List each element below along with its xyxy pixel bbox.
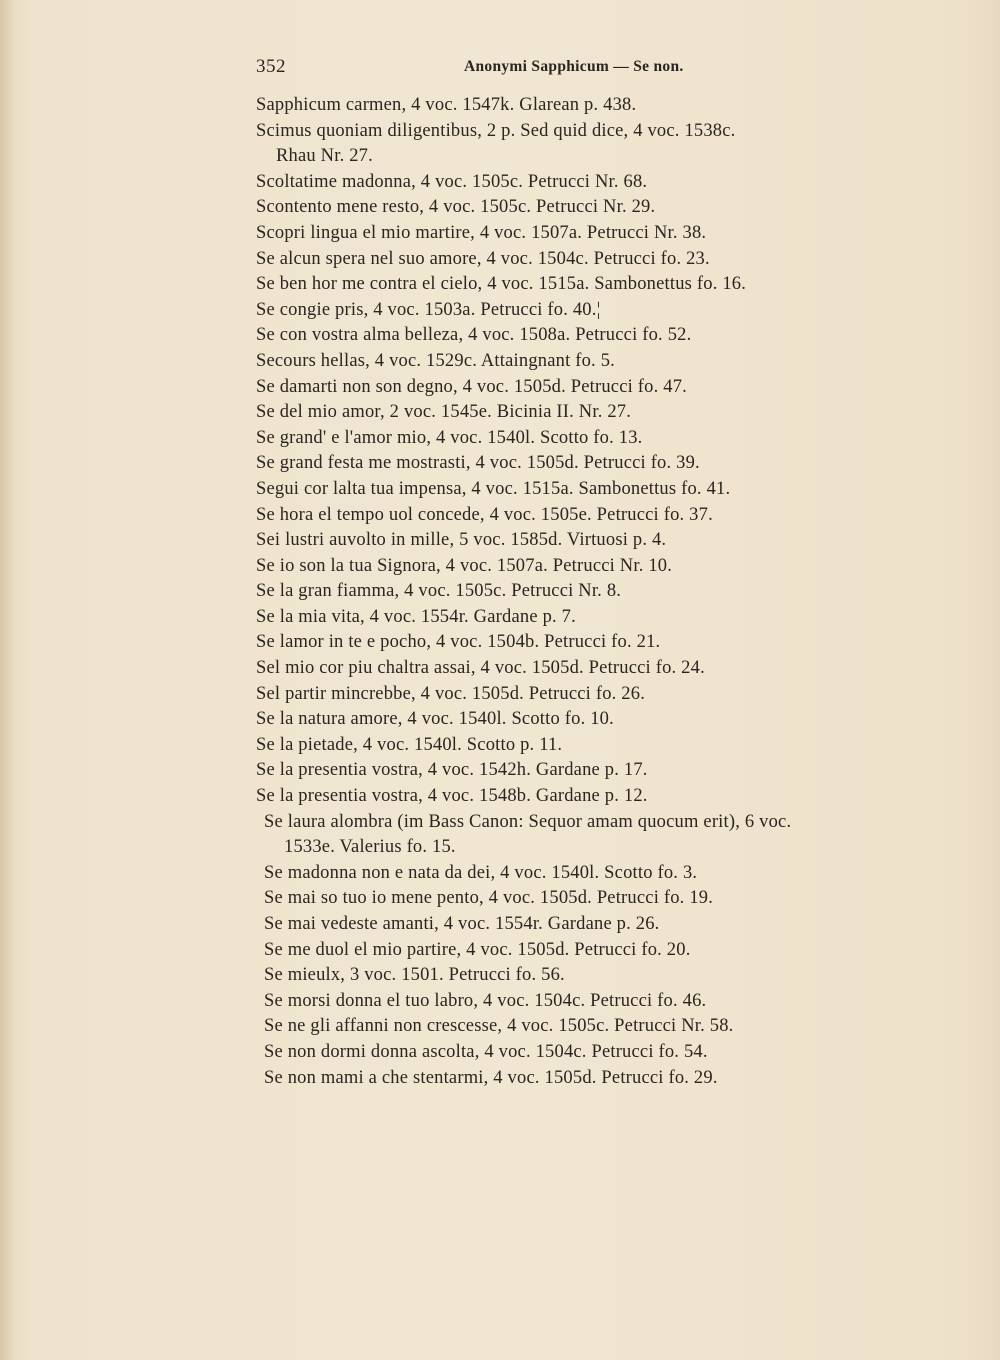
- entry-text: Se non dormi donna ascolta, 4 voc. 1504c. Petrucci fo. 54.: [264, 1041, 708, 1062]
- entry-text: Se la gran fiamma, 4 voc. 1505c. Petrucci Nr. 8.: [256, 581, 622, 602]
- catalogue-entry: [256, 349, 936, 375]
- catalogue-entry: [256, 272, 936, 298]
- catalogue-entry: [256, 119, 936, 170]
- catalogue-entry: [256, 963, 936, 989]
- entry-text: Se mai vedeste amanti, 4 voc. 1554r. Gardane p. 26.: [264, 914, 660, 934]
- catalogue-entry: [256, 912, 936, 938]
- catalogue-entry: [256, 579, 936, 605]
- catalogue-entry: [256, 810, 936, 861]
- running-head: Anonymi Sapphicum — Se non.: [464, 58, 684, 75]
- entry-text: Se la presentia vostra, 4 voc. 1548b. Gardane p. 12.: [256, 786, 648, 807]
- page-header: [256, 56, 916, 86]
- catalogue-entry: [256, 375, 936, 401]
- catalogue-entry: [256, 758, 936, 784]
- entry-text: Sel partir mincrebbe, 4 voc. 1505d. Petrucci fo. 26.: [256, 683, 646, 704]
- catalogue-entry: [256, 400, 936, 426]
- entry-text: Se del mio amor, 2 voc. 1545e. Bicinia II. Nr. 27.: [256, 402, 632, 423]
- entry-text: Se la natura amore, 4 voc. 1540l. Scotto fo. 10.: [256, 709, 614, 730]
- entry-text: Se congie pris, 4 voc. 1503a. Petrucci fo. 40.¦: [256, 299, 601, 320]
- catalogue-entry: [256, 1014, 936, 1040]
- catalogue-entry: [256, 733, 936, 759]
- entry-text: Se alcun spera nel suo amore, 4 voc. 1504c. Petrucci fo. 23.: [256, 248, 710, 269]
- entry-text: Se non mami a che stentarmi, 4 voc. 1505d. Petrucci fo. 29.: [264, 1067, 718, 1088]
- entry-text: Se mai so tuo io mene pento, 4 voc. 1505d. Petrucci fo. 19.: [264, 888, 714, 909]
- catalogue-entry: [256, 1040, 936, 1066]
- catalogue-entry: [256, 630, 936, 656]
- entry-continuation: 1533e. Valerius fo. 15.: [284, 837, 456, 858]
- catalogue-entry: [256, 170, 936, 196]
- entry-text: Scontento mene resto, 4 voc. 1505c. Petrucci Nr. 29.: [256, 197, 656, 218]
- entry-text: Se me duol el mio partire, 4 voc. 1505d. Petrucci fo. 20.: [264, 939, 691, 960]
- entry-text: Se mieulx, 3 voc. 1501. Petrucci fo. 56.: [264, 965, 565, 986]
- catalogue-entry: [256, 861, 936, 887]
- page-number: 352: [256, 56, 286, 77]
- entry-text: Scimus quoniam diligentibus, 2 p. Sed quid dice, 4 voc. 1538c.: [256, 120, 736, 141]
- entry-text: Scopri lingua el mio martire, 4 voc. 1507a. Petrucci Nr. 38.: [256, 222, 707, 243]
- catalogue-entry: [256, 938, 936, 964]
- catalogue-entry: [256, 195, 936, 221]
- catalogue-entry: [256, 886, 936, 912]
- catalogue-entry: [256, 605, 936, 631]
- catalogue-entry-list: [256, 93, 936, 1091]
- entry-text: Se grand' e l'amor mio, 4 voc. 1540l. Scotto fo. 13.: [256, 427, 643, 448]
- entry-text: Se hora el tempo uol concede, 4 voc. 1505e. Petrucci fo. 37.: [256, 504, 713, 525]
- catalogue-entry: [256, 477, 936, 503]
- entry-text: Se morsi donna el tuo labro, 4 voc. 1504c. Petrucci fo. 46.: [264, 990, 707, 1011]
- entry-continuation: Rhau Nr. 27.: [276, 146, 373, 167]
- entry-text: Se con vostra alma belleza, 4 voc. 1508a. Petrucci fo. 52.: [256, 325, 692, 346]
- catalogue-entry: [256, 93, 936, 119]
- entry-text: Se ben hor me contra el cielo, 4 voc. 1515a. Sambonettus fo. 16.: [256, 274, 747, 295]
- entry-text: Se la mia vita, 4 voc. 1554r. Gardane p. 7.: [256, 606, 576, 627]
- entry-text: Se grand festa me mostrasti, 4 voc. 1505d. Petrucci fo. 39.: [256, 453, 700, 474]
- entry-text: Se madonna non e nata da dei, 4 voc. 1540l. Scotto fo. 3.: [264, 862, 698, 883]
- catalogue-entry: [256, 221, 936, 247]
- entry-text: Se ne gli affanni non crescesse, 4 voc. 1505c. Petrucci Nr. 58.: [264, 1016, 734, 1037]
- catalogue-entry: [256, 451, 936, 477]
- catalogue-entry: [256, 682, 936, 708]
- catalogue-entry: [256, 528, 936, 554]
- catalogue-entry: [256, 298, 936, 324]
- catalogue-entry: [256, 323, 936, 349]
- catalogue-entry: [256, 707, 936, 733]
- entry-text: Se laura alombra (im Bass Canon: Sequor amam quocum erit), 6 voc.: [264, 811, 792, 832]
- entry-text: Se la presentia vostra, 4 voc. 1542h. Gardane p. 17.: [256, 760, 648, 781]
- entry-text: Sel mio cor piu chaltra assai, 4 voc. 1505d. Petrucci fo. 24.: [256, 658, 705, 679]
- entry-text: Se lamor in te e pocho, 4 voc. 1504b. Petrucci fo. 21.: [256, 632, 661, 653]
- entry-text: Se la pietade, 4 voc. 1540l. Scotto p. 11.: [256, 734, 563, 755]
- entry-text: Se io son la tua Signora, 4 voc. 1507a. Petrucci Nr. 10.: [256, 555, 673, 576]
- catalogue-entry: [256, 247, 936, 273]
- catalogue-entry: [256, 426, 936, 452]
- catalogue-entry: [256, 989, 936, 1015]
- entry-text: Scoltatime madonna, 4 voc. 1505c. Petrucci Nr. 68.: [256, 171, 648, 192]
- catalogue-entry: [256, 656, 936, 682]
- catalogue-entry: [256, 1066, 936, 1092]
- catalogue-entry: [256, 784, 936, 810]
- entry-text: Secours hellas, 4 voc. 1529c. Attaingnant fo. 5.: [256, 350, 615, 371]
- entry-text: Segui cor lalta tua impensa, 4 voc. 1515a. Sambonettus fo. 41.: [256, 478, 731, 499]
- entry-text: Se damarti non son degno, 4 voc. 1505d. Petrucci fo. 47.: [256, 376, 687, 397]
- entry-text: Sei lustri auvolto in mille, 5 voc. 1585d. Virtuosi p. 4.: [256, 530, 667, 551]
- entry-text: Sapphicum carmen, 4 voc. 1547k. Glarean p. 438.: [256, 95, 637, 115]
- page-spine-shadow: [0, 0, 14, 1360]
- catalogue-entry: [256, 554, 936, 580]
- catalogue-entry: [256, 503, 936, 529]
